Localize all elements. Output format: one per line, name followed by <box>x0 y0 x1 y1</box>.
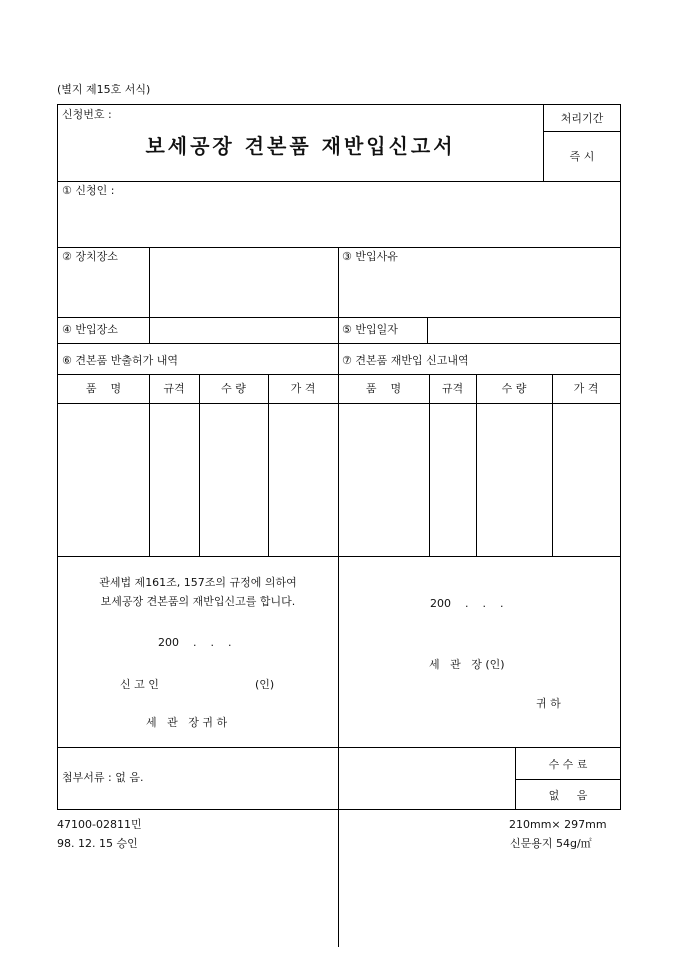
customs-chief-seal: 세 관 장 (인) <box>429 658 505 671</box>
storage-place-label: ② 장치장소 <box>62 250 118 263</box>
processing-period-label: 처리기간 <box>560 112 604 125</box>
reimport-place-label: ④ 반입장소 <box>62 323 118 336</box>
declaration-line-1: 관세법 제161조, 157조의 규정에 의하여 <box>99 576 297 589</box>
declaration-date: 200 . . . <box>158 636 232 649</box>
declarant-label: 신 고 인 <box>120 678 159 691</box>
reimport-col-price: 가 격 <box>573 382 599 395</box>
paper-type: 신문용지 54g/㎡ <box>510 837 592 850</box>
declarant-seal: (인) <box>255 678 275 691</box>
attachments-label: 첨부서류 : 없 음. <box>62 771 144 784</box>
approval-addressee: 귀 하 <box>536 697 561 710</box>
reimport-date-label: ⑤ 반입일자 <box>342 323 398 336</box>
declaration-line-2: 보세공장 견본품의 재반입신고를 합니다. <box>100 595 296 608</box>
form-code: 47100-02811민 <box>57 818 142 831</box>
export-col-name: 품 명 <box>85 382 122 395</box>
processing-period-value: 즉 시 <box>569 150 595 163</box>
export-col-spec: 규격 <box>163 382 185 395</box>
reimport-reason-label: ③ 반입사유 <box>342 250 398 263</box>
reimport-col-name: 품 명 <box>365 382 402 395</box>
reimport-col-spec: 규격 <box>441 382 464 395</box>
reimport-section-label: ⑦ 견본품 재반입 신고내역 <box>342 354 469 367</box>
form-table <box>57 104 621 810</box>
export-section-label: ⑥ 견본품 반출허가 내역 <box>62 354 178 367</box>
fee-value: 없 음 <box>548 789 588 802</box>
form-reference: (별지 제15호 서식) <box>57 83 151 96</box>
application-number-label: 신청번호 : <box>62 108 112 121</box>
declaration-addressee: 세 관 장 귀 하 <box>146 716 228 729</box>
export-col-price: 가 격 <box>290 382 316 395</box>
export-col-qty: 수 량 <box>221 382 246 395</box>
paper-size: 210mm× 297mm <box>509 818 607 831</box>
approval-note: 98. 12. 15 승인 <box>57 837 138 850</box>
form-title: 보세공장 견본품 재반입신고서 <box>145 134 456 158</box>
approval-date: 200 . . . <box>430 597 504 610</box>
reimport-col-qty: 수 량 <box>501 382 527 395</box>
applicant-label: ① 신청인 : <box>62 184 115 197</box>
fee-label: 수 수 료 <box>548 758 588 771</box>
